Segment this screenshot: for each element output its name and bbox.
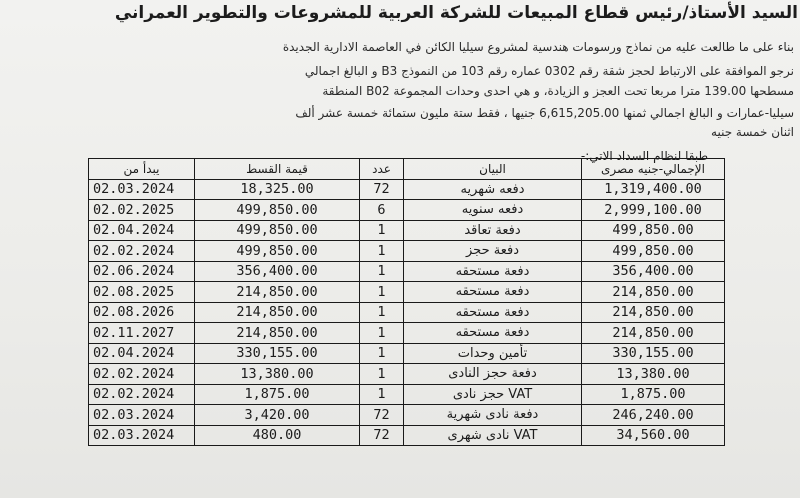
cell-description: دفعة مستحقه xyxy=(404,282,582,303)
header-installment-value: قيمة القسط xyxy=(195,159,360,180)
cell-installment-value: 330,155.00 xyxy=(195,343,360,364)
cell-total: 246,240.00 xyxy=(582,405,725,426)
payment-schedule-table xyxy=(88,158,725,446)
cell-count: 72 xyxy=(360,425,404,446)
body-line-5: اثنان خمسة جنيه xyxy=(711,125,794,139)
table-header-row xyxy=(89,159,725,180)
header-description: البيان xyxy=(404,159,582,180)
cell-start-date: 02.08.2026 xyxy=(89,302,195,323)
cell-installment-value: 499,850.00 xyxy=(195,200,360,221)
cell-installment-value: 499,850.00 xyxy=(195,241,360,262)
cell-total: 499,850.00 xyxy=(582,241,725,262)
cell-start-date: 02.03.2024 xyxy=(89,405,195,426)
cell-count: 1 xyxy=(360,343,404,364)
cell-count: 1 xyxy=(360,261,404,282)
cell-start-date: 02.02.2024 xyxy=(89,241,195,262)
cell-start-date: 02.03.2024 xyxy=(89,179,195,200)
cell-installment-value: 3,420.00 xyxy=(195,405,360,426)
cell-count: 1 xyxy=(360,364,404,385)
table-row xyxy=(89,241,725,262)
payment-intro: طبقا لنظام السداد الاتي:- xyxy=(580,149,708,163)
cell-count: 1 xyxy=(360,384,404,405)
cell-total: 356,400.00 xyxy=(582,261,725,282)
table-row xyxy=(89,179,725,200)
cell-description: دفعة حجز xyxy=(404,241,582,262)
cell-installment-value: 356,400.00 xyxy=(195,261,360,282)
header-count: عدد xyxy=(360,159,404,180)
cell-installment-value: 214,850.00 xyxy=(195,282,360,303)
cell-count: 1 xyxy=(360,220,404,241)
cell-installment-value: 499,850.00 xyxy=(195,220,360,241)
table-row xyxy=(89,425,725,446)
cell-total: 499,850.00 xyxy=(582,220,725,241)
cell-description: VAT حجز نادى xyxy=(404,384,582,405)
cell-count: 72 xyxy=(360,405,404,426)
cell-installment-value: 480.00 xyxy=(195,425,360,446)
cell-count: 72 xyxy=(360,179,404,200)
table-row xyxy=(89,261,725,282)
cell-total: 1,875.00 xyxy=(582,384,725,405)
cell-start-date: 02.04.2024 xyxy=(89,343,195,364)
cell-description: دفعة نادى شهرية xyxy=(404,405,582,426)
cell-total: 330,155.00 xyxy=(582,343,725,364)
cell-description: دفعه شهريه xyxy=(404,179,582,200)
table-row xyxy=(89,200,725,221)
cell-description: تأمين وحدات xyxy=(404,343,582,364)
body-line-2: نرجو الموافقة على الارتباط لحجز شقة رقم 0302 عماره رقم 103 من النموذج B3 و البالغ اجمالي xyxy=(304,64,794,78)
cell-count: 1 xyxy=(360,282,404,303)
header-total: الإجمالي-جنيه مصرى xyxy=(582,159,725,180)
cell-start-date: 02.02.2024 xyxy=(89,384,195,405)
cell-total: 2,999,100.00 xyxy=(582,200,725,221)
cell-start-date: 02.06.2024 xyxy=(89,261,195,282)
table-row xyxy=(89,343,725,364)
cell-description: دفعة حجز النادى xyxy=(404,364,582,385)
cell-start-date: 02.02.2024 xyxy=(89,364,195,385)
table-row xyxy=(89,405,725,426)
cell-description: VAT نادى شهرى xyxy=(404,425,582,446)
cell-start-date: 02.11.2027 xyxy=(89,323,195,344)
table-row xyxy=(89,364,725,385)
table-row xyxy=(89,384,725,405)
cell-installment-value: 18,325.00 xyxy=(195,179,360,200)
table-row xyxy=(89,220,725,241)
cell-start-date: 02.02.2025 xyxy=(89,200,195,221)
cell-count: 1 xyxy=(360,323,404,344)
cell-installment-value: 214,850.00 xyxy=(195,323,360,344)
table-row xyxy=(89,323,725,344)
letter-title: السيد الأستاذ/رئيس قطاع المبيعات للشركة العربية للمشروعات والتطوير العمراني xyxy=(114,3,798,23)
cell-description: دفعة مستحقه xyxy=(404,302,582,323)
cell-count: 6 xyxy=(360,200,404,221)
body-line-3: مسطحها 139.00 مترا مربعا تحت العجز و الزيادة، و هي احدى وحدات المجموعة B02 المنطقة xyxy=(322,84,794,98)
cell-total: 214,850.00 xyxy=(582,302,725,323)
cell-start-date: 02.03.2024 xyxy=(89,425,195,446)
cell-total: 214,850.00 xyxy=(582,323,725,344)
cell-total: 214,850.00 xyxy=(582,282,725,303)
cell-total: 1,319,400.00 xyxy=(582,179,725,200)
table-row xyxy=(89,282,725,303)
body-line-1: بناء على ما طالعت عليه من نماذج ورسومات هندسية لمشروع سيليا الكائن في العاصمة الادارية الجديدة xyxy=(282,40,794,54)
cell-description: دفعة مستحقه xyxy=(404,261,582,282)
table-row xyxy=(89,302,725,323)
cell-total: 34,560.00 xyxy=(582,425,725,446)
cell-description: دفعه سنويه xyxy=(404,200,582,221)
cell-installment-value: 1,875.00 xyxy=(195,384,360,405)
body-line-4: سيليا-عمارات و البالغ اجمالي ثمنها 6,615,205.00 جنيها ، فقط ستة مليون ستمائة خمسة عشر ألف xyxy=(295,106,794,120)
cell-description: دفعة مستحقه xyxy=(404,323,582,344)
cell-installment-value: 214,850.00 xyxy=(195,302,360,323)
cell-count: 1 xyxy=(360,302,404,323)
cell-start-date: 02.04.2024 xyxy=(89,220,195,241)
cell-description: دفعة تعاقد xyxy=(404,220,582,241)
cell-total: 13,380.00 xyxy=(582,364,725,385)
cell-count: 1 xyxy=(360,241,404,262)
header-start-date: يبدأ من xyxy=(89,159,195,180)
cell-installment-value: 13,380.00 xyxy=(195,364,360,385)
cell-start-date: 02.08.2025 xyxy=(89,282,195,303)
